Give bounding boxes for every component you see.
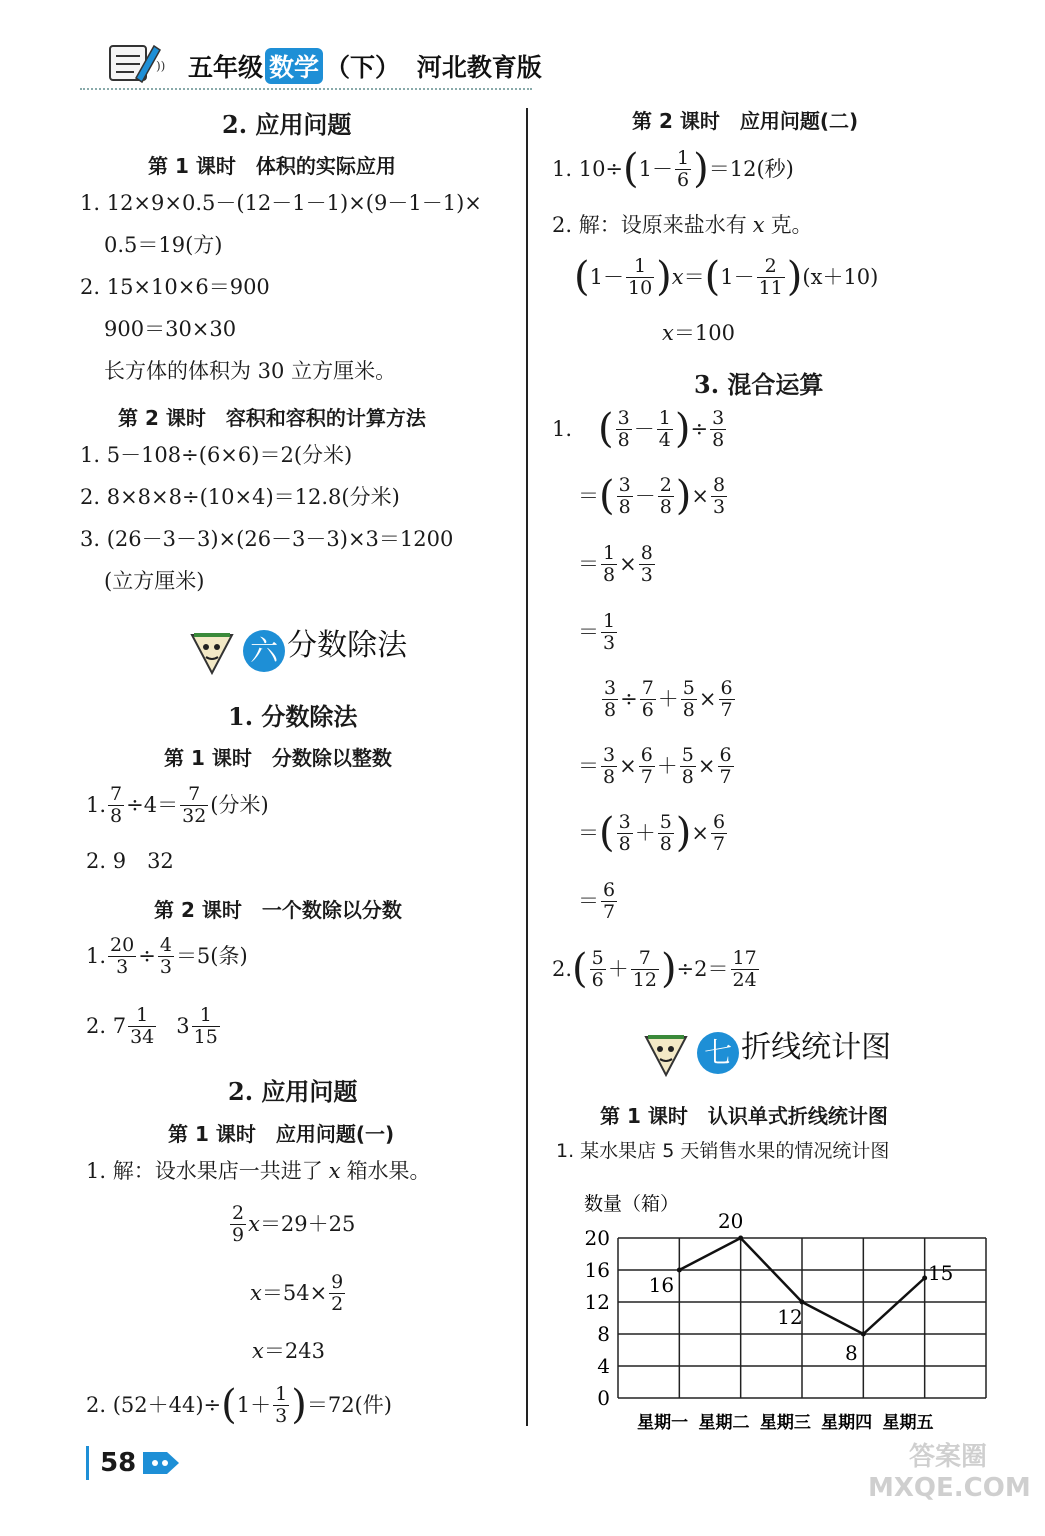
- equation-line: ＝ ( $\frac{3}{8}$ ＋ $\frac{5}{8}$ ) × $\frac{6}{7}$: [578, 810, 726, 857]
- equation-line: ＝ $\frac{1}{8}$ × $\frac{8}{3}$: [578, 542, 653, 586]
- chapter-title: 折线统计图: [741, 1030, 892, 1065]
- x-tick-label: 星期三: [759, 1413, 811, 1433]
- header-title: 五年级 数学 （下） 河北教育版: [188, 48, 542, 84]
- equation-line: x＝100: [662, 321, 735, 345]
- lesson-title: 第 1 课时 认识单式折线统计图: [600, 1104, 888, 1128]
- section-title: 2. 应用问题: [222, 110, 352, 139]
- x-tick-label: 星期一: [637, 1413, 689, 1433]
- y-tick-label: 0: [597, 1386, 610, 1410]
- equation-line: 1. ( $\frac{3}{8}$ － $\frac{1}{4}$ ) ÷ $\frac{3}{8}$: [552, 406, 725, 453]
- answer-line: 3. (26－3－3)×(26－3－3)×3＝1200: [80, 527, 454, 551]
- chapter-banner: [640, 1022, 891, 1079]
- equation-line: ＝ ( $\frac{3}{8}$ － $\frac{2}{8}$ ) × $\frac{8}{3}$: [578, 473, 726, 520]
- lesson-title: 第 2 课时 应用问题(二): [632, 109, 859, 133]
- lesson-title: 第 1 课时 分数除以整数: [164, 746, 392, 770]
- answer-line: 2. 解：设原来盐水有 x 克。: [552, 213, 813, 237]
- section-title: 3. 混合运算: [694, 370, 824, 399]
- watermelon-mascot-icon: [640, 1027, 692, 1079]
- data-point: [738, 1236, 743, 1241]
- answer-line: 0.5＝19(方): [104, 233, 223, 257]
- y-axis-label: 数量（箱）: [584, 1193, 680, 1215]
- y-tick-label: 20: [584, 1226, 610, 1250]
- arrow-decoration-icon: [141, 1450, 181, 1476]
- equation-line: $\frac{2}{9}$ x ＝29＋25: [232, 1202, 356, 1246]
- answer-line: 长方体的体积为 30 立方厘米。: [104, 359, 397, 383]
- answer-line: 2. ( $\frac{5}{6}$ ＋ $\frac{7}{12}$ ) ÷2＝ $\frac{17}{24}$: [552, 946, 757, 993]
- subject-badge: 数学: [265, 48, 323, 84]
- x-tick-label: 星期二: [698, 1413, 750, 1433]
- y-tick-label: 12: [584, 1290, 610, 1314]
- page-number-area: [86, 1446, 181, 1480]
- equation-line: ＝ $\frac{1}{3}$: [578, 610, 616, 654]
- answer-line: 2. 7 $\frac{1}{34}$ 3 $\frac{1}{15}$: [86, 1004, 218, 1048]
- equation-line: x＝243: [252, 1339, 325, 1363]
- lesson-title: 第 1 课时 体积的实际应用: [148, 154, 396, 178]
- data-label: 15: [927, 1261, 954, 1285]
- data-label: 12: [777, 1305, 803, 1329]
- answer-line: 1. $\frac{20}{3}$ ÷ $\frac{4}{3}$ ＝5(条): [86, 934, 248, 978]
- y-tick-label: 4: [597, 1354, 610, 1378]
- section-title: 2. 应用问题: [228, 1077, 358, 1106]
- data-label: 20: [717, 1209, 744, 1233]
- chapter-number: 六: [243, 630, 285, 672]
- column-divider: [526, 108, 528, 1426]
- answer-line: 2. 9 32: [86, 849, 174, 873]
- answer-line: 1. 5－108÷(6×6)＝2(分米): [80, 443, 353, 467]
- data-point: [800, 1300, 805, 1305]
- lesson-title: 第 1 课时 应用问题(一): [168, 1122, 395, 1146]
- header-book-icon: [96, 40, 166, 90]
- y-tick-label: 16: [584, 1258, 610, 1282]
- svg-text:)): )): [156, 59, 166, 73]
- answer-line: 1. 10÷ ( 1－ $\frac{1}{6}$ ) ＝12(秒): [552, 146, 794, 193]
- answer-line: 2. (52＋44)÷ ( 1＋ $\frac{1}{3}$ ) ＝72(件): [86, 1382, 392, 1429]
- chapter-number: 七: [697, 1032, 739, 1074]
- equation-line: ( 1－ $\frac{1}{10}$ ) x ＝ ( 1－ $\frac{2}{11}$ ) (x＋10): [574, 254, 879, 301]
- data-point: [861, 1332, 866, 1337]
- equation-line: x ＝54× $\frac{9}{2}$: [250, 1271, 344, 1315]
- line-chart: [550, 1180, 990, 1440]
- data-label: 8: [844, 1341, 858, 1365]
- lesson-title: 第 2 课时 容积和容积的计算方法: [118, 406, 426, 430]
- page-number: 58: [100, 1448, 137, 1478]
- equation-line: ＝ $\frac{3}{8}$ × $\frac{6}{7}$ ＋ $\frac{5}{8}$ × $\frac{6}{7}$: [578, 744, 732, 788]
- watermelon-mascot-icon: [186, 625, 238, 677]
- lesson-title: 第 2 课时 一个数除以分数: [154, 898, 402, 922]
- y-tick-label: 8: [597, 1322, 610, 1346]
- answer-line: 1. 12×9×0.5－(12－1－1)×(9－1－1)×: [80, 191, 482, 215]
- header-rule: [80, 88, 532, 90]
- chapter-title: 分数除法: [287, 628, 408, 663]
- data-label: 16: [648, 1273, 675, 1297]
- watermark: 答案圈 MXQE.COM: [868, 1442, 1031, 1504]
- chapter-banner: [186, 620, 407, 677]
- chart-caption: 1. 某水果店 5 天销售水果的情况统计图: [556, 1140, 890, 1162]
- equation-line: ＝ $\frac{6}{7}$: [578, 879, 616, 923]
- answer-line: 2. 15×10×6＝900: [80, 275, 270, 299]
- section-title: 1. 分数除法: [228, 702, 358, 731]
- x-tick-label: 星期四: [821, 1413, 873, 1433]
- answer-line: 900＝30×30: [104, 317, 237, 341]
- data-point: [677, 1268, 682, 1273]
- answer-line: 1. $\frac{7}{8}$ ÷4＝ $\frac{7}{32}$ (分米): [86, 783, 269, 827]
- data-point: [922, 1276, 927, 1281]
- answer-line: 2. 8×8×8÷(10×4)＝12.8(分米): [80, 485, 400, 509]
- x-tick-label: 星期五: [882, 1413, 934, 1433]
- answer-line: 1. 解：设水果店一共进了 x 箱水果。: [86, 1159, 431, 1183]
- answer-line: (立方厘米): [104, 569, 205, 593]
- equation-line: $\frac{3}{8}$ ÷ $\frac{7}{6}$ ＋ $\frac{5}{8}$ × $\frac{6}{7}$: [604, 677, 733, 721]
